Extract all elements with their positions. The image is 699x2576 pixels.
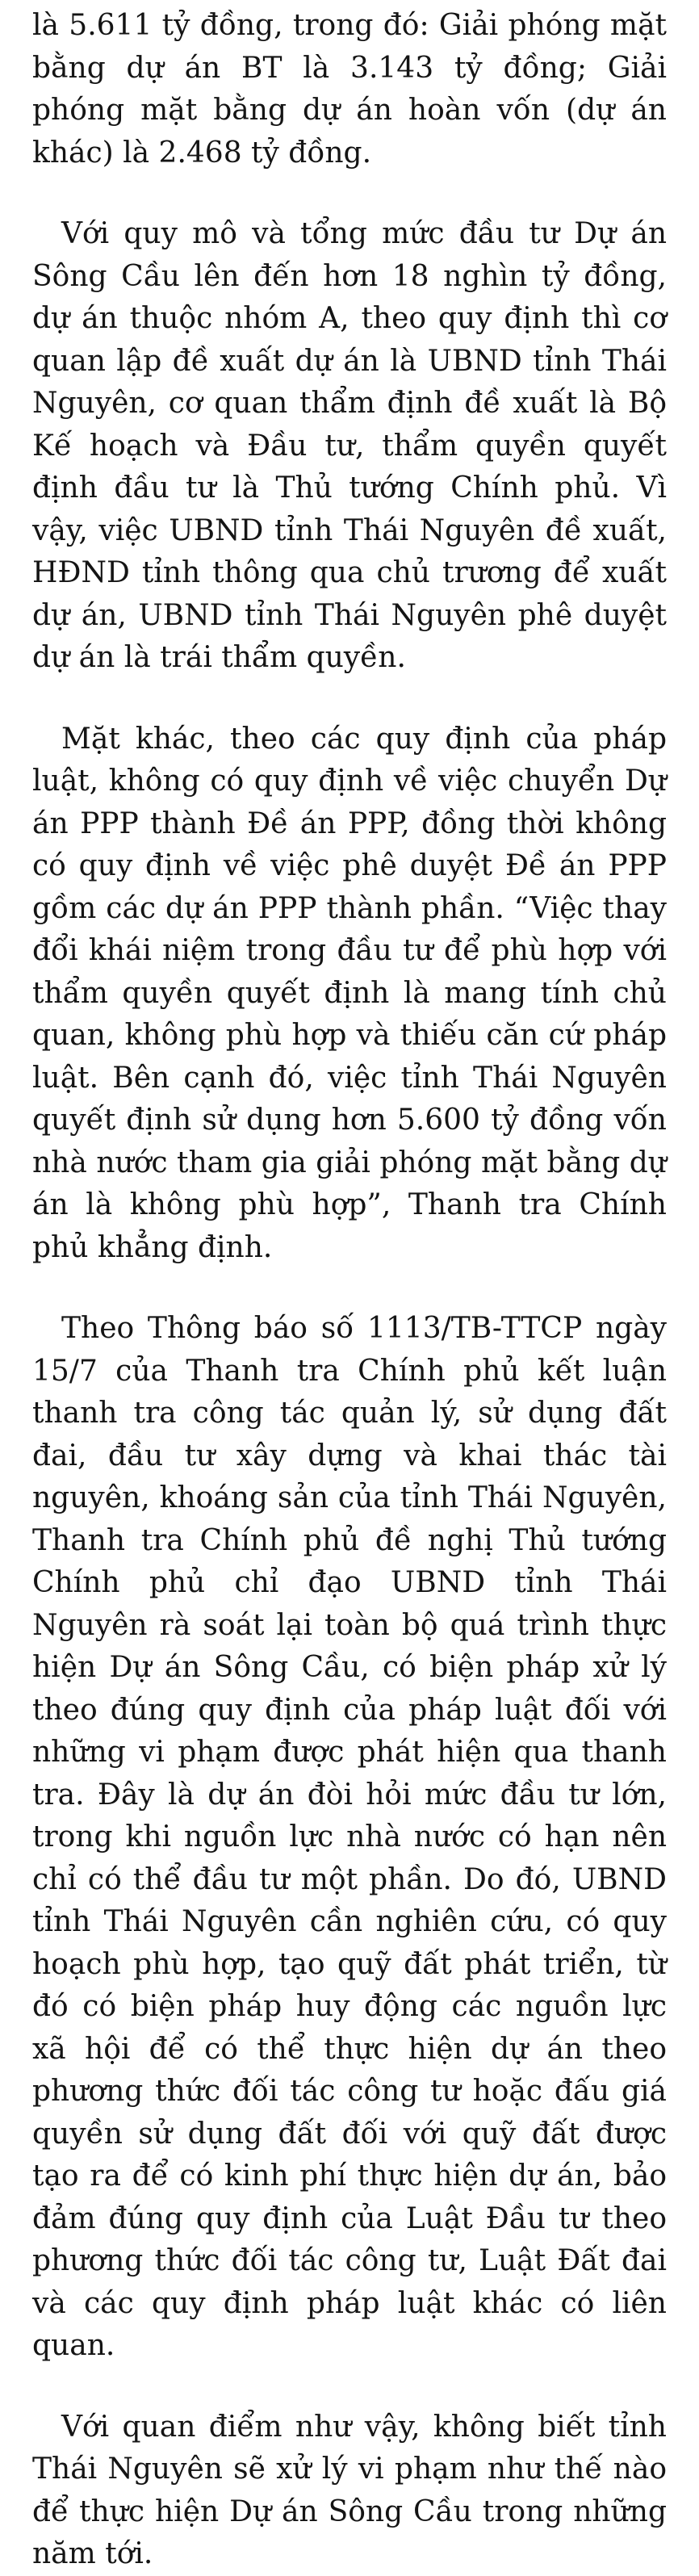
paragraph-project-scale: Với quy mô và tổng mức đầu tư Dự án Sông Cầu lên đến hơn 18 nghìn tỷ đồng, dự án thuộc nhóm A, theo quy định thì cơ quan lập đề xuất dự án là UBND tỉnh Thái Nguyên, cơ quan thẩm định đề xuất là Bộ Kế hoạch và Đầu tư, thẩm quyền quyết định đầu tư là Thủ tướng Chính phủ. Vì vậy, việc UBND tỉnh Thái Nguyên đề xuất, HĐND tỉnh thông qua chủ trương để xuất dự án, UBND tỉnh Thái Nguyên phê duyệt dự án là trái thẩm quyền. [32, 217, 667, 674]
paragraph-inspection-notice: Theo Thông báo số 1113/TB-TTCP ngày 15/7 của Thanh tra Chính phủ kết luận thanh tra công tác quản lý, sử dụng đất đai, đầu tư xây dựng và khai thác tài nguyên, khoáng sản của tỉnh Thái Nguyên, Thanh tra Chính phủ đề nghị Thủ tướng Chính phủ chỉ đạo UBND tỉnh Thái Nguyên rà soát lại toàn bộ quá trình thực hiện Dự án Sông Cầu, có biện pháp xử lý theo đúng quy định của pháp luật đối với những vi phạm được phát hiện qua thanh tra. Đây là dự án đòi hỏi mức đầu tư lớn, trong khi nguồn lực nhà nước có hạn nên chỉ có thể đầu tư một phần. Do đó, UBND tỉnh Thái Nguyên cần nghiên cứu, có quy hoạch phù hợp, tạo quỹ đất phát triển, từ đó có biện pháp huy động các nguồn lực xã hội để có thể thực hiện dự án theo phương thức đối tác công tư hoặc đấu giá quyền sử dụng đất đối với quỹ đất được tạo ra để có kinh phí thực hiện dự án, bảo đảm đúng quy định của Luật Đầu tư theo phương thức đối tác công tư, Luật Đất đai và các quy định pháp luật khác có liên quan. [32, 1312, 667, 2362]
paragraph-ppp-regulation: Mặt khác, theo các quy định của pháp luật, không có quy định về việc chuyển Dự án PPP thành Đề án PPP, đồng thời không có quy định về việc phê duyệt Đề án PPP gồm các dự án PPP thành phần. “Việc thay đổi khái niệm trong đầu tư để phù hợp với thẩm quyền quyết định là mang tính chủ quan, không phù hợp và thiếu căn cứ pháp luật. Bên cạnh đó, việc tỉnh Thái Nguyên quyết định sử dụng hơn 5.600 tỷ đồng vốn nhà nước tham gia giải phóng mặt bằng dự án là không phù hợp”, Thanh tra Chính phủ khẳng định. [32, 722, 667, 1264]
article-body [32, 5, 667, 2576]
paragraph-gpmb-cost: là 5.611 tỷ đồng, trong đó: Giải phóng mặt bằng dự án BT là 3.143 tỷ đồng; Giải phóng mặt bằng dự án hoàn vốn (dự án khác) là 2.468 tỷ đồng. [32, 9, 667, 170]
paragraph-conclusion: Với quan điểm như vậy, không biết tỉnh Thái Nguyên sẽ xử lý vi phạm như thế nào để thực hiện Dự án Sông Cầu trong những năm tới. [32, 2410, 667, 2570]
